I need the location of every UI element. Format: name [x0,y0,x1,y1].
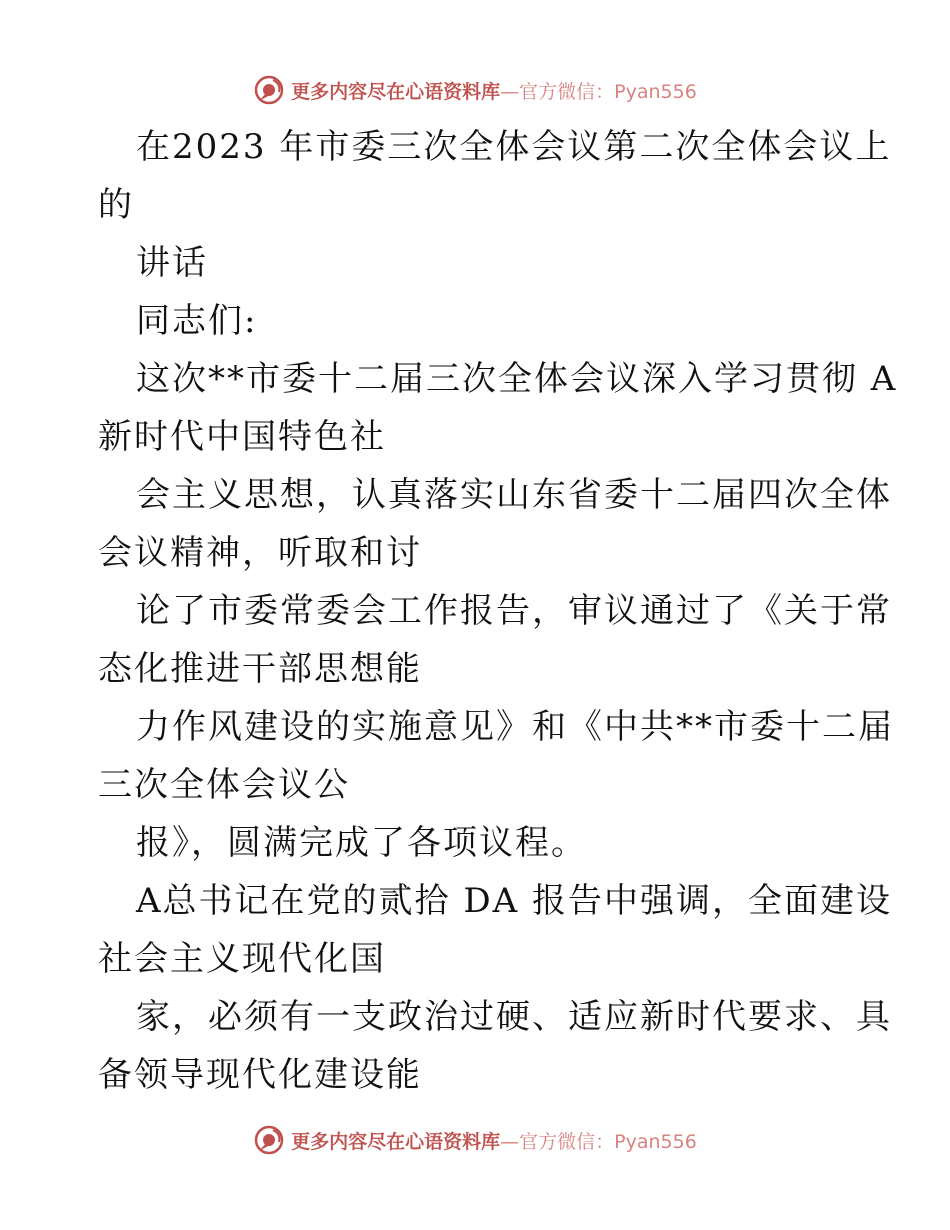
doc-line: A总书记在党的贰拾 DA 报告中强调，全面建设 [136,881,892,921]
doc-line: 新时代中国特色社 [98,417,386,457]
document-body [98,118,898,1104]
doc-line: 在2023 年市委三次全体会议第二次全体会议上 [136,127,892,167]
header-banner-text [291,77,697,104]
doc-line: 这次**市委十二届三次全体会议深入学习贯彻 A [136,359,898,399]
doc-line: 态化推进干部思想能 [98,649,422,689]
doc-line: 力作风建设的实施意见》和《中共**市委十二届 [136,707,894,747]
doc-line: 讲话 [136,243,208,283]
footer-watermark-banner [0,1120,950,1160]
header-wechat-text: —官方微信：Pyan556 [500,80,697,103]
doc-line: 会议精神，听取和讨 [98,533,422,573]
footer-banner-text [291,1127,697,1154]
footer-wechat-text: —官方微信：Pyan556 [500,1130,697,1153]
doc-line: 家，必须有一支政治过硬、适应新时代要求、具 [136,997,892,1037]
header-watermark-banner [0,70,950,110]
doc-line: 三次全体会议公 [98,765,350,805]
doc-line: 社会主义现代化国 [98,939,386,979]
doc-line: 报》，圆满完成了各项议程。 [136,823,587,863]
pen-logo-icon [253,74,285,106]
doc-line: 会主义思想，认真落实山东省委十二届四次全体 [136,475,892,515]
doc-line: 备领导现代化建设能 [98,1055,422,1095]
doc-line: 同志们: [136,301,258,341]
pen-logo-icon [253,1124,285,1156]
header-brand-text: 更多内容尽在心语资料库 [291,80,501,103]
doc-line: 论了市委常委会工作报告，审议通过了《关于常 [136,591,892,631]
footer-brand-text: 更多内容尽在心语资料库 [291,1130,501,1153]
doc-line: 的 [98,185,134,225]
